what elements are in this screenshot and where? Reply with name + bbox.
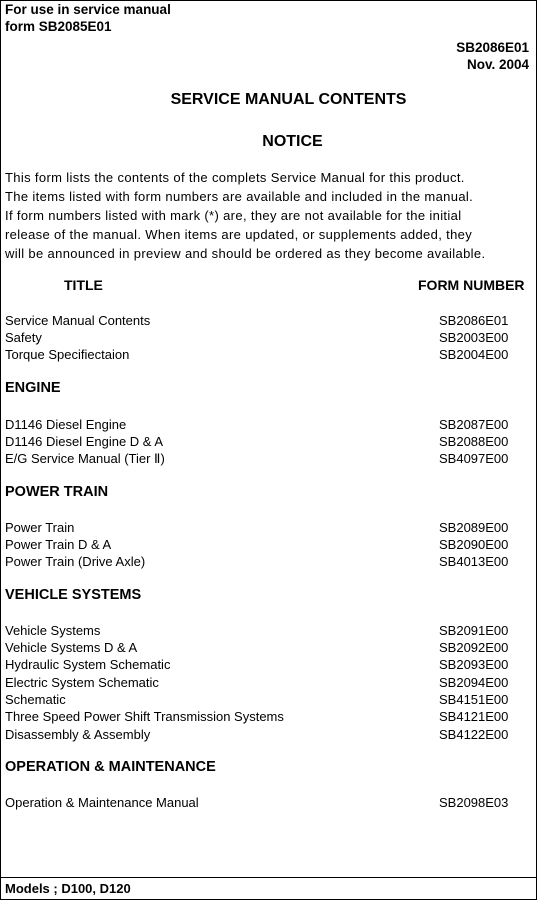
row-title: Service Manual Contents xyxy=(5,313,151,328)
column-header-form-number: FORM NUMBER xyxy=(418,277,525,293)
row-title: Schematic xyxy=(5,692,66,707)
notice-line: This form lists the contents of the complets Service Manual for this product. xyxy=(5,170,465,185)
row-title: Power Train D & A xyxy=(5,537,112,552)
row-title: Disassembly & Assembly xyxy=(5,727,151,742)
row-form: SB2089E00 xyxy=(439,520,509,535)
section-heading-power-train: POWER TRAIN xyxy=(5,484,109,500)
row-title: D1146 Diesel Engine xyxy=(5,417,127,432)
notice-line: will be announced in preview and should be ordered as they become available. xyxy=(5,246,486,261)
section-heading-vehicle-systems: VEHICLE SYSTEMS xyxy=(5,587,142,603)
row-form: SB2094E00 xyxy=(439,675,509,690)
row-form: SB2090E00 xyxy=(439,537,509,552)
notice-line: If form numbers listed with mark (*) are, they are not available for the initial xyxy=(5,208,462,223)
page-title: SERVICE MANUAL CONTENTS xyxy=(170,91,407,108)
notice-body xyxy=(5,168,485,263)
notice-line: The items listed with form numbers are available and included in the manual. xyxy=(5,189,474,204)
row-form: SB2003E00 xyxy=(439,330,509,345)
row-form: SB2087E00 xyxy=(439,417,509,432)
column-header-title: TITLE xyxy=(64,277,103,293)
section-heading-engine: ENGINE xyxy=(5,380,61,396)
row-title: Torque Specifiectaion xyxy=(5,347,130,362)
models-label: Models ; D100, D120 xyxy=(5,881,131,896)
row-title: Vehicle Systems xyxy=(5,623,101,638)
row-title: Three Speed Power Shift Transmission Systems xyxy=(5,709,284,724)
row-title: Power Train xyxy=(5,520,75,535)
row-title: D1146 Diesel Engine D & A xyxy=(5,434,164,449)
row-form: SB4151E00 xyxy=(439,692,509,707)
row-form: SB4122E00 xyxy=(439,727,509,742)
service-manual-use-line2: form SB2085E01 xyxy=(5,19,112,34)
form-date: Nov. 2004 xyxy=(466,57,529,72)
notice-line: release of the manual. When items are updated, or supplements added, they xyxy=(5,227,473,242)
row-form: SB2004E00 xyxy=(439,347,509,362)
row-form: SB2086E01 xyxy=(439,313,509,328)
row-form: SB2091E00 xyxy=(439,623,509,638)
row-form: SB2093E00 xyxy=(439,657,509,672)
row-title: Hydraulic System Schematic xyxy=(5,657,171,672)
row-title: Operation & Maintenance Manual xyxy=(5,795,199,810)
notice-heading: NOTICE xyxy=(262,133,323,150)
row-title: Power Train (Drive Axle) xyxy=(5,554,146,569)
section-heading-operation-maintenance: OPERATION & MAINTENANCE xyxy=(5,759,216,775)
row-form: SB4097E00 xyxy=(439,451,509,466)
footer-divider xyxy=(0,877,537,878)
row-form: SB4121E00 xyxy=(439,709,509,724)
form-number: SB2086E01 xyxy=(456,40,529,55)
row-form: SB2098E03 xyxy=(439,795,509,810)
service-manual-use-line1: For use in service manual xyxy=(5,2,171,17)
row-title: Vehicle Systems D & A xyxy=(5,640,138,655)
row-form: SB4013E00 xyxy=(439,554,509,569)
row-title: Electric System Schematic xyxy=(5,675,159,690)
row-form: SB2088E00 xyxy=(439,434,509,449)
row-form: SB2092E00 xyxy=(439,640,509,655)
row-title: E/G Service Manual (Tier Ⅱ) xyxy=(5,451,165,466)
row-title: Safety xyxy=(5,330,42,345)
